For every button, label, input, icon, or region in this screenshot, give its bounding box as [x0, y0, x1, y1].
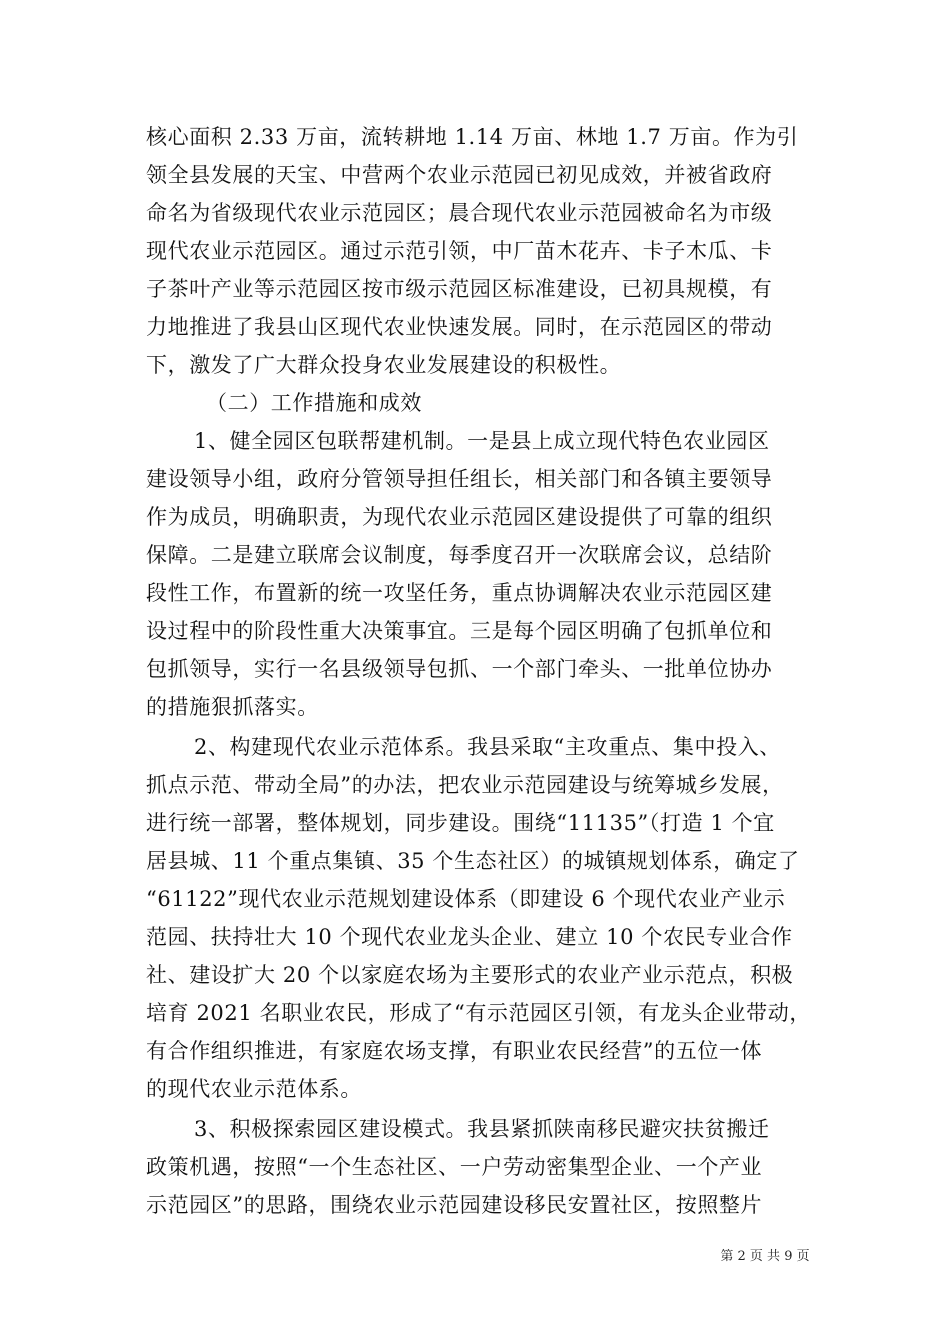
paragraph-start: 1、健全园区包联帮建机制。一是县上成立现代特色农业园区 [194, 429, 770, 453]
text-line: 进行统一部署，整体规划，同步建设。围绕“11135”（打造 1 个宜 [146, 811, 775, 835]
text-line: 社、建设扩大 20 个以家庭农场为主要形式的农业产业示范点，积极 [146, 963, 794, 987]
text-line: 的措施狠抓落实。 [146, 695, 319, 719]
text-line: 有合作组织推进，有家庭农场支撑，有职业农民经营”的五位一体 [146, 1039, 763, 1063]
text-line: 核心面积 2.33 万亩，流转耕地 1.14 万亩、林地 1.7 万亩。作为引 [146, 125, 799, 149]
page-number: 第 2 页 共 9 页 [720, 1249, 810, 1264]
text-line: 命名为省级现代农业示范园区；晨合现代农业示范园被命名为市级 [146, 201, 773, 225]
document-body [146, 118, 814, 1224]
text-line: 包抓领导，实行一名县级领导包抓、一个部门牵头、一批单位协办 [146, 657, 773, 681]
text-line: 设过程中的阶段性重大决策事宜。三是每个园区明确了包抓单位和 [146, 619, 773, 643]
text-line: 现代农业示范园区。通过示范引领，中厂苗木花卉、卡子木瓜、卡 [146, 239, 773, 263]
text-line: 建设领导小组，政府分管领导担任组长，相关部门和各镇主要领导 [146, 467, 773, 491]
text-line: 领全县发展的天宝、中营两个农业示范园已初见成效，并被省政府 [146, 163, 773, 187]
paragraph-start: 3、积极探索园区建设模式。我县紧抓陕南移民避灾扶贫搬迁 [194, 1117, 770, 1141]
paragraph-start: 2、构建现代农业示范体系。我县采取“主攻重点、集中投入、 [194, 735, 781, 759]
text-line: 力地推进了我县山区现代农业快速发展。同时，在示范园区的带动 [146, 315, 773, 339]
text-line: 抓点示范、带动全局”的办法，把农业示范园建设与统筹城乡发展， [146, 773, 784, 797]
text-line: 居县城、11 个重点集镇、35 个生态社区）的城镇规划体系，确定了 [146, 849, 800, 873]
text-line: 培育 2021 名职业农民，形成了“有示范园区引领，有龙头企业带动， [146, 1001, 811, 1025]
text-line: 作为成员，明确职责，为现代农业示范园区建设提供了可靠的组织 [146, 505, 773, 529]
text-line: 政策机遇，按照“一个生态社区、一户劳动密集型企业、一个产业 [146, 1155, 763, 1179]
section-heading: （二）工作措施和成效 [206, 391, 422, 415]
text-line: 下，激发了广大群众投身农业发展建设的积极性。 [146, 353, 622, 377]
text-line: 的现代农业示范体系。 [146, 1077, 362, 1101]
text-line: “61122”现代农业示范规划建设体系（即建设 6 个现代农业产业示 [146, 887, 786, 911]
text-line: 保障。二是建立联席会议制度，每季度召开一次联席会议，总结阶 [146, 543, 773, 567]
text-line: 段性工作，布置新的统一攻坚任务，重点协调解决农业示范园区建 [146, 581, 773, 605]
text-line: 范园、扶持壮大 10 个现代农业龙头企业、建立 10 个农民专业合作 [146, 925, 793, 949]
text-line: 子茶叶产业等示范园区按市级示范园区标准建设，已初具规模，有 [146, 277, 773, 301]
text-line: 示范园区”的思路，围绕农业示范园建设移民安置社区，按照整片 [146, 1193, 763, 1217]
